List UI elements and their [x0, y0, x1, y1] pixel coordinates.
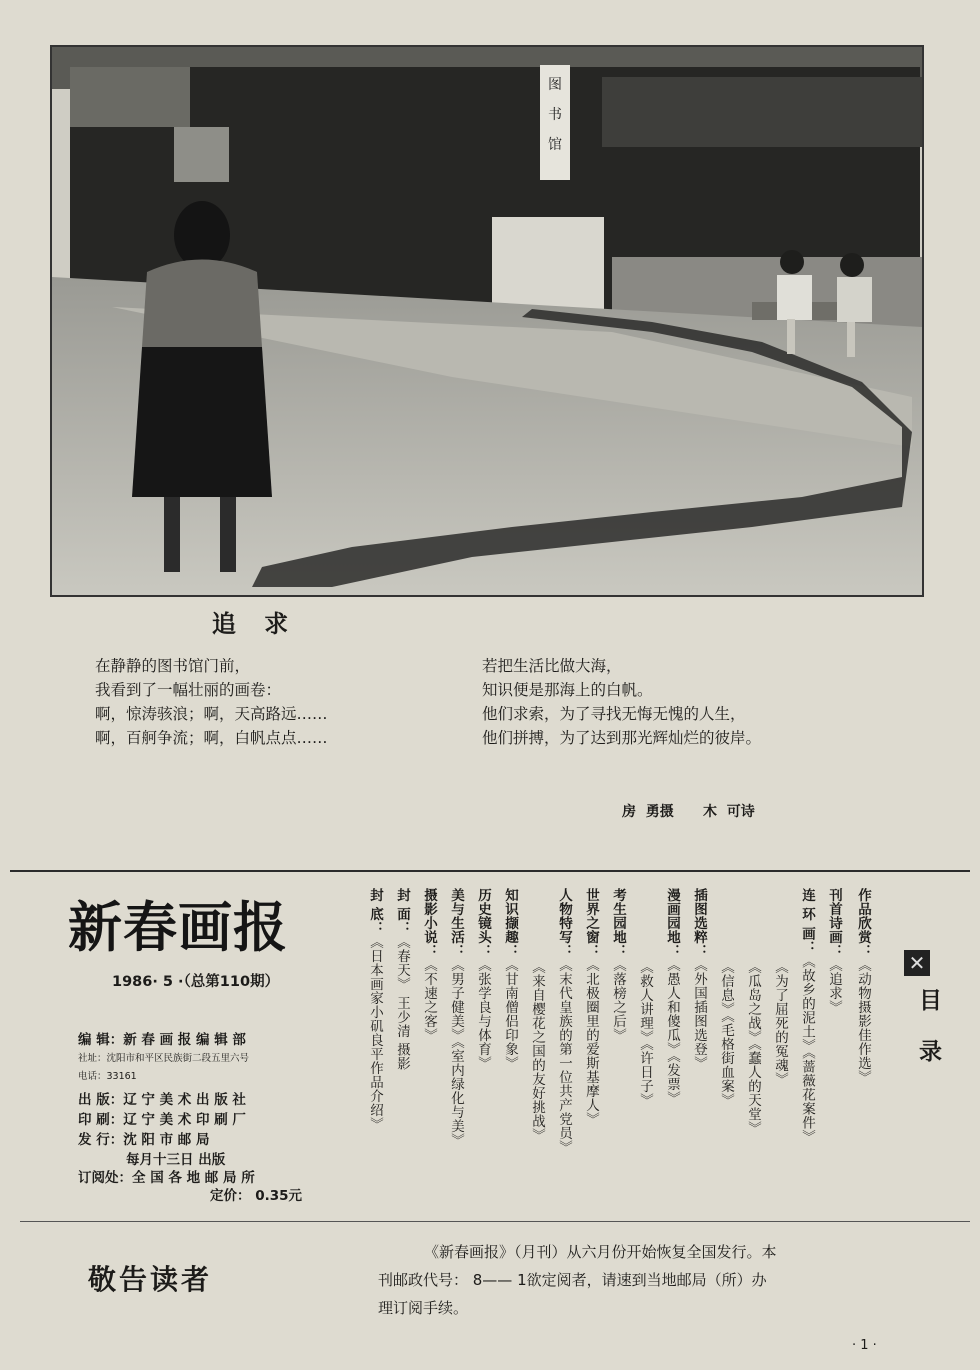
contents-title: 《信息》《毛格街血案》 [718, 960, 734, 1108]
poem-line: 在静静的图书馆门前， [95, 657, 251, 675]
contents-entry [584, 888, 598, 1126]
contents-label: 刊首诗画： [826, 888, 842, 958]
contents-title: 《末代皇族的第一位共产党员》 [556, 958, 572, 1154]
contents-title: 《不速之客》 [421, 958, 437, 1042]
poem-credits: 房 勇摄 木 可诗 [622, 804, 755, 820]
contents-title: 《动物摄影佳作选》 [855, 958, 871, 1084]
contents-entry [638, 960, 652, 1107]
contents-label: 漫画园地： [664, 888, 680, 958]
contents-label: 人物特写： [556, 888, 572, 958]
contents-entry [503, 888, 517, 1070]
notice-title: 敬告读者 [88, 1263, 213, 1296]
contents-label: 封 底： [367, 888, 383, 936]
contents-entry [692, 888, 706, 1070]
issue-number: 1986· 5 ·（总第110期） [112, 974, 280, 990]
library-photo [50, 45, 924, 597]
imprint-phone: 电话：33161 [78, 1071, 137, 1082]
poem-title: 追 求 [211, 609, 299, 638]
magazine-masthead: 新春画报 [68, 895, 288, 959]
contents-label: 摄影小说： [421, 888, 437, 958]
notice-body [378, 1238, 913, 1322]
section-divider [20, 1221, 970, 1222]
contents-title: 《外国插图选登》 [691, 958, 707, 1070]
poem-line: 他们拼搏，为了达到那光辉灿烂的彼岸。 [482, 729, 762, 747]
contents-entry [395, 888, 409, 1071]
contents-entry [611, 888, 625, 1042]
contents-title: 《落榜之后》 [610, 958, 626, 1042]
contents-title: 《瓜岛之战》《蠢人的天堂》 [745, 960, 761, 1136]
notice-line: 理订阅手续。 [378, 1299, 469, 1317]
contents-entry [530, 960, 544, 1142]
page-number: · 1 · [852, 1338, 877, 1353]
imprint-editor: 编 辑：新 春 画 报 编 辑 部 [78, 1032, 246, 1048]
contents-entry [368, 888, 382, 1131]
imprint-price: 定价： 0.35元 [210, 1188, 303, 1204]
contents-title: 《救人讲理》《许日子》 [637, 960, 653, 1108]
contents-entry [746, 960, 760, 1135]
contents-label: 连 环 画： [799, 888, 815, 955]
contents-entry [665, 888, 679, 1105]
contents-heading: 目 录 [915, 988, 941, 1073]
imprint-printer: 印 刷：辽 宁 美 术 印 刷 厂 [78, 1112, 246, 1128]
imprint-subscription: 订阅处：全 国 各 地 邮 局 所 [78, 1170, 255, 1186]
contents-title: 《为了屈死的冤魂》 [772, 960, 788, 1086]
notice-line: 《新春画报》（月刊）从六月份开始恢复全国发行。本 [424, 1243, 777, 1261]
contents-label: 历史镜头： [475, 888, 491, 958]
poem-line: 啊，百舸争流；啊，白帆点点…… [95, 729, 328, 747]
contents-title: 《甘南僧侣印象》 [502, 958, 518, 1070]
contents-title: 《男子健美》《室内绿化与美》 [448, 958, 464, 1148]
contents-title: 《愚人和傻瓜》《发票》 [664, 958, 680, 1106]
contents-title: 《北极圈里的爱斯基摩人》 [583, 958, 599, 1126]
contents-label: 封 面： [394, 888, 410, 936]
library-sign-char-2: 书 [548, 107, 562, 123]
contents-label: 美与生活： [448, 888, 464, 958]
notice-line: 刊邮政代号： 8—— 1欲定阅者，请速到当地邮局（所）办 [378, 1271, 767, 1289]
contents-label: 知识撷趣： [502, 888, 518, 958]
library-sign-char-1: 图 [548, 77, 562, 93]
contents-entry [800, 888, 814, 1144]
contents-icon: ✕ [904, 950, 930, 976]
contents-entry [476, 888, 490, 1070]
poem-line: 若把生活比做大海， [482, 657, 622, 675]
poem-line: 知识便是那海上的白帆。 [482, 681, 653, 699]
contents-entry [856, 888, 870, 1084]
contents-title: 《故乡的泥土》《蔷薇花案件》 [799, 954, 815, 1144]
photo-illustration [52, 47, 922, 595]
contents-title: 《追求》 [826, 958, 842, 1014]
imprint-distributor: 发 行：沈 阳 市 邮 局 [78, 1132, 210, 1148]
contents-entry [773, 960, 787, 1086]
contents-label: 考生园地： [610, 888, 626, 958]
imprint-date: 每月十三日 出版 [126, 1152, 226, 1168]
contents-label: 插图选粹： [691, 888, 707, 958]
contents-label: 作品欣赏： [855, 888, 871, 958]
contents-label: 世界之窗： [583, 888, 599, 958]
poem-line: 我看到了一幅壮丽的画卷： [95, 681, 282, 699]
contents-entry [719, 960, 733, 1107]
poem-right-stanza [482, 654, 761, 750]
contents-title: 《日本画家小矶良平作品介绍》 [367, 935, 383, 1132]
poem-line: 他们求索，为了寻找无悔无愧的人生， [482, 705, 746, 723]
contents-entry [422, 888, 436, 1042]
contents-title: 《春天》 王少清 摄影 [394, 935, 410, 1071]
section-divider [10, 870, 970, 872]
poem-line: 啊，惊涛骇浪；啊，天高路远…… [95, 705, 328, 723]
contents-entry [557, 888, 571, 1154]
contents-entry [449, 888, 463, 1147]
contents-title: 《张学良与体育》 [475, 958, 491, 1070]
poem-left-stanza [95, 654, 328, 750]
library-sign-char-3: 馆 [548, 137, 562, 153]
contents-title: 《来自樱花之国的友好挑战》 [529, 960, 545, 1142]
imprint-publisher: 出 版：辽 宁 美 术 出 版 社 [78, 1092, 246, 1108]
contents-entry [827, 888, 841, 1014]
imprint-address: 社址：沈阳市和平区民族街二段五里六号 [78, 1053, 250, 1064]
